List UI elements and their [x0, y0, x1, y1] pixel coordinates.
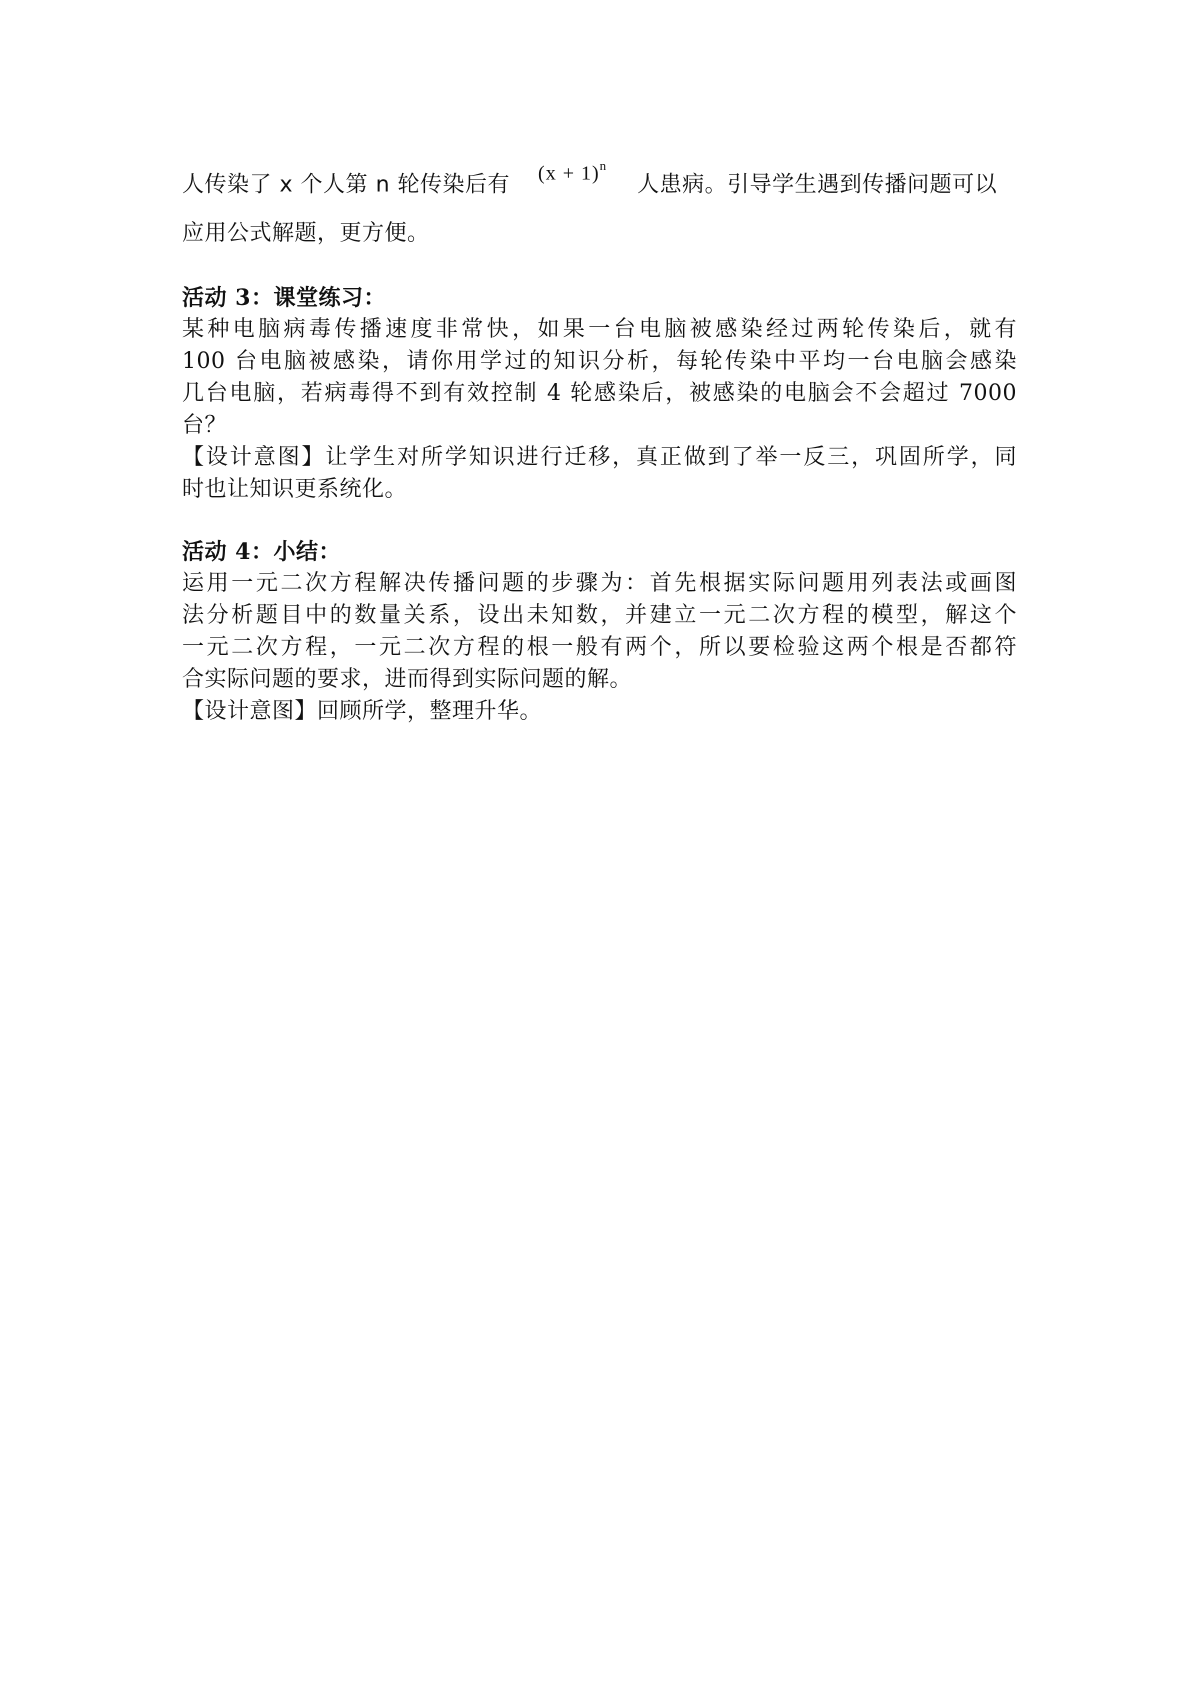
activity-4-line-1: 运用一元二次方程解决传播问题的步骤为：首先根据实际问题用列表法或画图	[182, 571, 1017, 596]
intro-text-c: 轮传染后有	[397, 172, 511, 198]
activity-3-heading: 活动 3：课堂练习：	[182, 285, 386, 311]
activity-3-line-3: 几台电脑，若病毒得不到有效控制 4 轮感染后，被感染的电脑会不会超过 7000	[182, 381, 1017, 406]
intro-text-b: 个人第	[300, 172, 369, 198]
activity-4-heading: 活动 4：小结：	[182, 539, 341, 565]
activity-3-line-1: 某种电脑病毒传播速度非常快，如果一台电脑被感染经过两轮传染后，就有	[182, 317, 1017, 342]
intro-text-d: 人患病。引导学生遇到传播问题可以	[637, 172, 998, 198]
formula-x-plus-1-power-n	[538, 152, 607, 190]
activity-4-line-3: 一元二次方程，一元二次方程的根一般有两个，所以要检验这两个根是否都符	[182, 635, 1017, 660]
activity-3-line-4: 台？	[182, 413, 228, 438]
activity-4-line-2: 法分析题目中的数量关系，设出未知数，并建立一元二次方程的模型，解这个	[182, 603, 1017, 628]
activity-4-design-line: 【设计意图】回顾所学，整理升华。	[182, 699, 543, 724]
formula-exponent: n	[599, 158, 608, 173]
intro-line-1	[182, 158, 998, 202]
intro-text-a: 人传染了	[182, 172, 273, 198]
formula-base: (x + 1)	[538, 162, 600, 185]
variable-n: n	[375, 172, 391, 198]
activity-3-design-line-1: 【设计意图】让学生对所学知识进行迁移，真正做到了举一反三，巩固所学，同	[182, 445, 1017, 470]
activity-4-line-4: 合实际问题的要求，进而得到实际问题的解。	[182, 667, 633, 692]
activity-3-line-2: 100 台电脑被感染，请你用学过的知识分析，每轮传染中平均一台电脑会感染	[182, 349, 1017, 374]
activity-3-design-line-2: 时也让知识更系统化。	[182, 477, 408, 502]
variable-x: x	[279, 172, 294, 198]
intro-line-2: 应用公式解题，更方便。	[182, 221, 430, 246]
